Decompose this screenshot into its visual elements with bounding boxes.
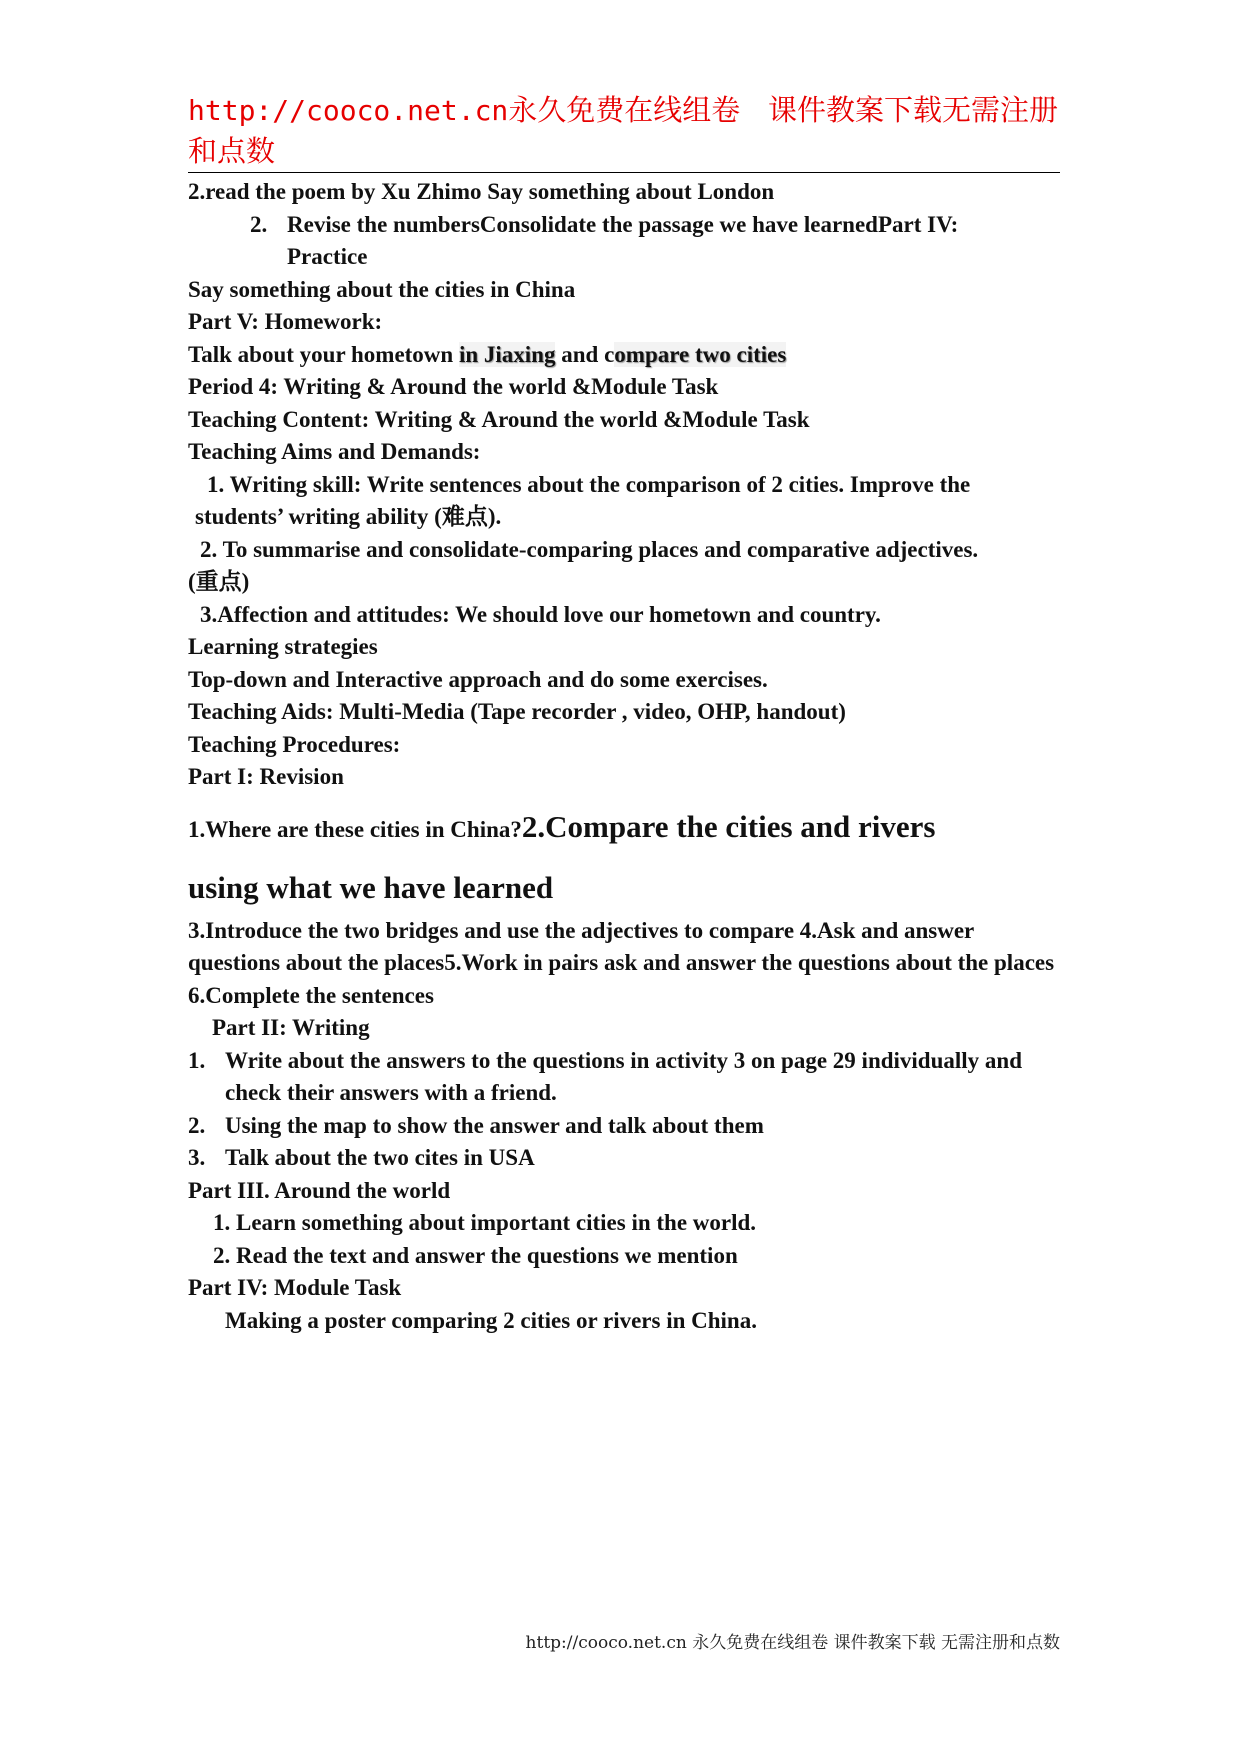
line-read-poem: 2.read the poem by Xu Zhimo Say something about London [188,179,775,204]
homework-text-c: and c [555,341,615,367]
heading-teaching-procedures: Teaching Procedures: [188,731,401,757]
line-approach: Top-down and Interactive approach and do some exercises. [188,666,768,692]
list-number: 3. [188,1145,206,1170]
aim-writing-skill-cont: students’ writing ability (难点). [195,504,502,529]
header-slogan-free: 永久免费在线组卷 [508,93,741,127]
paragraph-bridges: 3.Introduce the two bridges and use the adjectives to compare 4.Ask and answer questions about the places5.Work in pairs ask and answer the questions about the places [188,917,1055,975]
list-item-writing-2 [188,1110,1060,1143]
where-cities-text: 1.Where are these cities in China? [188,816,522,842]
page-header [188,90,1058,172]
line-complete-sentences: 6.Complete the sentences [188,982,434,1008]
list-text: Using the map to show the answer and talk about them [225,1112,764,1138]
page-footer: http://cooco.net.cn 永久免费在线组卷 课件教案下载 无需注册和点数 [525,1633,1060,1653]
line-homework [188,339,1060,372]
header-divider [188,172,1060,173]
list-number: 1. [188,1047,206,1073]
aim-affection: 3.Affection and attitudes: We should love our hometown and country. [200,601,881,627]
line-making-poster: Making a poster comparing 2 cities or rivers in China. [225,1307,757,1333]
homework-highlight-compare: ompare two cities [614,341,787,367]
line-learn-cities: 1. Learn something about important cities in the world. [213,1210,757,1235]
line-teaching-aids: Teaching Aids: Multi-Media (Tape recorder , video, OHP, handout) [188,699,846,724]
line-teaching-content: Teaching Content: Writing & Around the world &Module Task [188,406,810,432]
heading-part-iii: Part III. Around the world [188,1177,451,1203]
compare-cities-text: 2.Compare the cities and rivers [521,808,936,844]
heading-period-4: Period 4: Writing & Around the world &Module Task [188,374,719,399]
line-where-cities [188,806,1060,851]
aim-writing-skill: 1. Writing skill: Write sentences about the comparison of 2 cities. Improve the [207,471,971,497]
list-number: 2. [188,1112,206,1138]
heading-teaching-aims: Teaching Aims and Demands: [188,439,481,464]
list-item-revise [188,209,1060,274]
line-say-cities: Say something about the cities in China [188,276,576,302]
aim-summarise-cont: (重点) [188,569,250,594]
homework-highlight-jiaxing: in Jiaxing [458,341,556,367]
line-using-learned: using what we have learned [188,869,554,905]
aim-summarise: 2. To summarise and consolidate-comparing places and comparative adjectives. [200,536,979,562]
list-item-writing-1 [188,1045,1060,1110]
list-text: Revise the numbersConsolidate the passage we have learnedPart IV: Practice [287,211,959,269]
list-text: Write about the answers to the questions in activity 3 on page 29 individually and check their answers with a friend. [225,1047,1023,1105]
heading-learning-strategies: Learning strategies [188,634,378,659]
homework-text-a: Talk about your hometown [188,341,459,367]
line-read-text: 2. Read the text and answer the questions we mention [213,1242,738,1268]
header-slogan-download: 课件教案下载无需注册和点数 [188,93,1058,168]
list-text: Talk about the two cites in USA [225,1145,535,1170]
header-url-link[interactable]: http://cooco.net.cn [188,94,509,127]
list-number: 2. [250,211,268,237]
heading-part-iv: Part IV: Module Task [188,1275,402,1300]
heading-part-v: Part V: Homework: [188,309,383,334]
heading-part-i: Part I: Revision [188,764,344,789]
document-body [188,176,1060,1337]
heading-part-ii: Part II: Writing [212,1015,370,1040]
list-item-writing-3 [188,1142,1060,1175]
